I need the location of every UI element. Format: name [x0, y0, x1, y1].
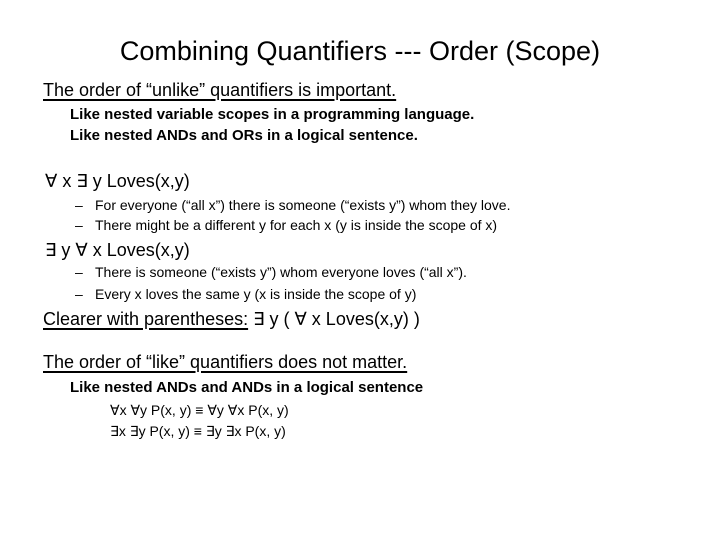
clearer-with-parentheses: [43, 309, 420, 330]
formula-forall-exists: ∀ x ∃ y Loves(x,y): [45, 171, 190, 191]
slide-title: Combining Quantifiers --- Order (Scope): [119, 36, 601, 66]
subpoint-ands-ors: Like nested ANDs and ORs in a logical sentence.: [70, 127, 418, 144]
dash-bullet: –: [75, 197, 83, 213]
formula2-explanation-2-text: Every x loves the same y (x is inside the scope of y): [95, 286, 417, 302]
equivalence-forall: ∀x ∀y P(x, y) ≡ ∀y ∀x P(x, y): [110, 402, 289, 418]
clearer-label: Clearer with parentheses:: [43, 309, 249, 329]
formula-exists-forall: ∃ y ∀ x Loves(x,y): [45, 240, 190, 260]
formula2-explanation-1: [75, 264, 467, 280]
clearer-formula: ∃ y ( ∀ x Loves(x,y) ): [253, 309, 420, 329]
subpoint-ands-ands: Like nested ANDs and ANDs in a logical sentence: [70, 379, 424, 396]
dash-bullet: –: [75, 264, 83, 280]
equivalence-exists: ∃x ∃y P(x, y) ≡ ∃y ∃x P(x, y): [110, 423, 286, 439]
formula1-explanation-2-text: There might be a different y for each x (y is inside the scope of x): [95, 217, 498, 233]
formula2-explanation-2: [75, 286, 416, 302]
subpoint-variable-scopes: Like nested variable scopes in a programming language.: [70, 106, 475, 123]
formula1-explanation-1-text: For everyone (“all x”) there is someone (“exists y”) whom they love.: [95, 197, 511, 213]
heading-unlike-quantifiers: The order of “unlike” quantifiers is important.: [43, 80, 397, 100]
dash-bullet: –: [75, 217, 83, 233]
formula1-explanation-2: [75, 217, 497, 233]
heading-like-quantifiers: The order of “like” quantifiers does not matter.: [43, 352, 408, 372]
dash-bullet: –: [75, 286, 83, 302]
formula2-explanation-1-text: There is someone (“exists y”) whom everyone loves (“all x”).: [95, 264, 467, 280]
formula1-explanation-1: [75, 197, 510, 213]
